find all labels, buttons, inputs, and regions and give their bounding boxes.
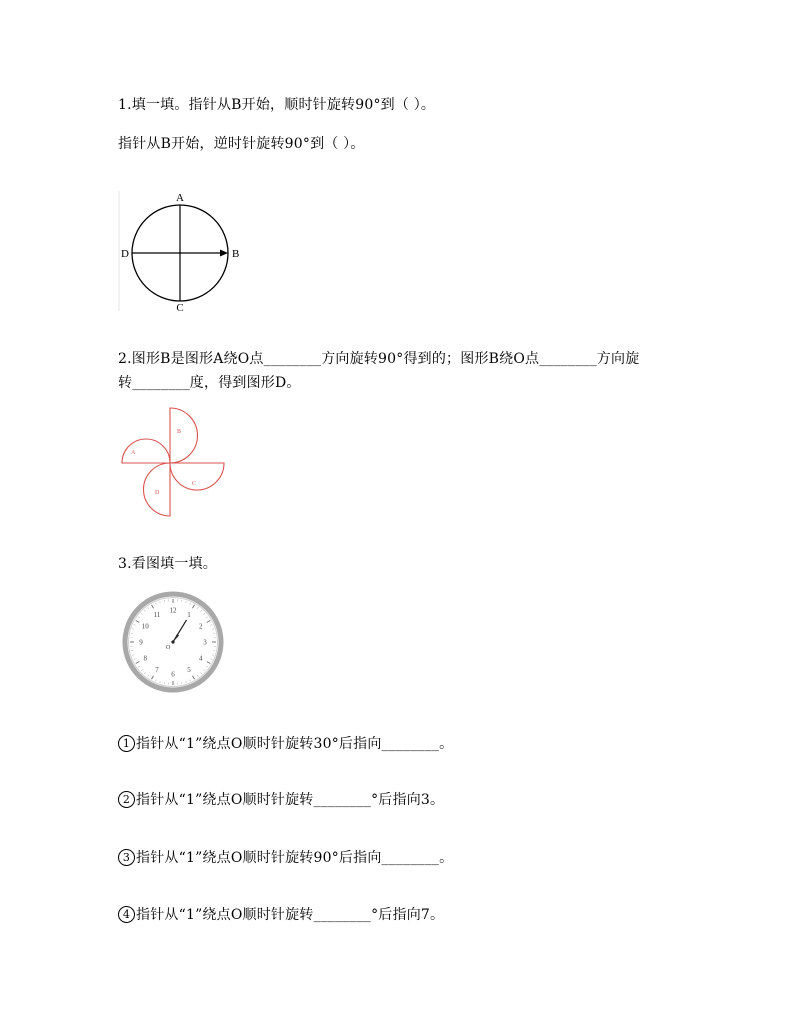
item-text: 指针从“1”绕点O顺时针旋转30°后指向________。 <box>136 736 454 752</box>
q3-title: 3.看图填一填。 <box>118 556 217 572</box>
q1-line-2: 指针从B开始，逆时针旋转90°到（ ）。 <box>118 136 365 152</box>
label-d: D <box>121 248 129 260</box>
clock-number: 10 <box>141 622 149 631</box>
clock-number: 9 <box>139 638 143 647</box>
q3-item-3 <box>118 847 453 867</box>
shape-a <box>122 439 170 463</box>
q2-pinwheel-figure <box>112 403 232 523</box>
clock-number: 6 <box>171 670 175 679</box>
item-text: 指针从“1”绕点O顺时针旋转________°后指向3。 <box>136 792 445 808</box>
shape-label-a: A <box>131 450 136 456</box>
q1-circle-figure <box>110 185 250 315</box>
clock-number: 3 <box>203 638 207 647</box>
pointer-arrowhead <box>220 250 228 257</box>
item-number-badge: 2 <box>118 791 135 808</box>
clock-center-dot <box>171 640 174 643</box>
shape-c <box>170 463 224 490</box>
shape-label-c: C <box>192 481 197 487</box>
clock-number: 8 <box>143 654 148 663</box>
q3-clock-figure <box>120 589 226 695</box>
q2-line-2: 转________度，得到图形D。 <box>118 375 301 391</box>
clock-number: 2 <box>198 622 203 631</box>
item-number-badge: 3 <box>118 849 135 866</box>
q3-item-1 <box>118 733 453 753</box>
clock-number: 4 <box>198 654 203 663</box>
item-text: 指针从“1”绕点O顺时针旋转________°后指向7。 <box>136 907 445 923</box>
label-a: A <box>176 192 184 204</box>
q2-line-1: 2.图形B是图形A绕O点________方向旋转90°得到的；图形B绕O点________方向旋 <box>118 351 640 367</box>
clock-number: 7 <box>155 666 159 675</box>
q3-item-4 <box>118 904 444 924</box>
item-number-badge: 4 <box>118 906 135 923</box>
clock-number: 5 <box>187 666 191 675</box>
item-text: 指针从“1”绕点O顺时针旋转90°后指向________。 <box>136 850 454 866</box>
q1-line-1: 1.填一填。指针从B开始，顺时针旋转90°到（ ）。 <box>118 97 436 113</box>
shape-label-b: B <box>177 429 182 435</box>
item-number-badge: 1 <box>118 735 135 752</box>
clock-number: 12 <box>169 606 177 615</box>
label-b: B <box>232 248 240 260</box>
clock-number: 1 <box>187 610 191 619</box>
q3-item-2 <box>118 789 444 809</box>
clock-number: 11 <box>153 610 161 619</box>
label-c: C <box>176 302 184 314</box>
shape-b <box>170 408 197 463</box>
clock-center-label: O <box>166 645 171 651</box>
shape-label-d: D <box>155 490 160 496</box>
